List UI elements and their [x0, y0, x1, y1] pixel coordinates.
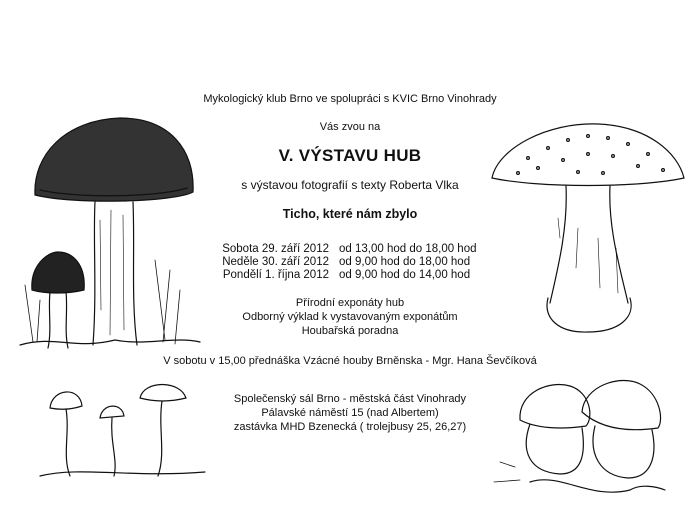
venue-line: zastávka MHD Bzenecká ( trolejbusy 25, 26,27) [233, 421, 467, 433]
feature-item: Odborný výklad k vystavovaným exponátům [242, 311, 458, 323]
schedule [205, 243, 477, 282]
porcini-pair-icon [490, 372, 670, 502]
schedule-day: Pondělí 1. října 2012 [222, 269, 329, 281]
schedule-hours: od 9,00 hod do 18,00 hod [339, 256, 471, 268]
page-title: V. VÝSTAVU HUB [278, 146, 422, 165]
organizer-line: Mykologický klub Brno ve spolupráci s KVIC Brno Vinohrady [203, 93, 497, 105]
schedule-day: Neděle 30. září 2012 [222, 256, 329, 268]
schedule-day: Sobota 29. září 2012 [222, 243, 329, 255]
invite-line: Vás zvou na [319, 121, 381, 133]
lecture-line: V sobotu v 15,00 přednáška Vzácné houby Brněnska - Mgr. Hana Ševčíková [163, 355, 537, 367]
venue-line: Společenský sál Brno - městská část Vinohrady [233, 393, 467, 405]
schedule-row [205, 256, 477, 269]
venue-line: Pálavské náměstí 15 (nad Albertem) [261, 407, 439, 419]
schedule-row [205, 269, 477, 282]
exhibition-subtitle: Ticho, které nám zbylo [282, 207, 418, 221]
feature-item: Houbařská poradna [301, 325, 399, 337]
schedule-hours: od 13,00 hod do 18,00 hod [339, 243, 477, 255]
schedule-row [205, 243, 477, 256]
photo-exhibition-line: s výstavou fotografií s texty Roberta Vlka [241, 178, 459, 192]
schedule-hours: od 9,00 hod do 14,00 hod [339, 269, 471, 281]
feature-item: Přírodní exponáty hub [295, 297, 405, 309]
